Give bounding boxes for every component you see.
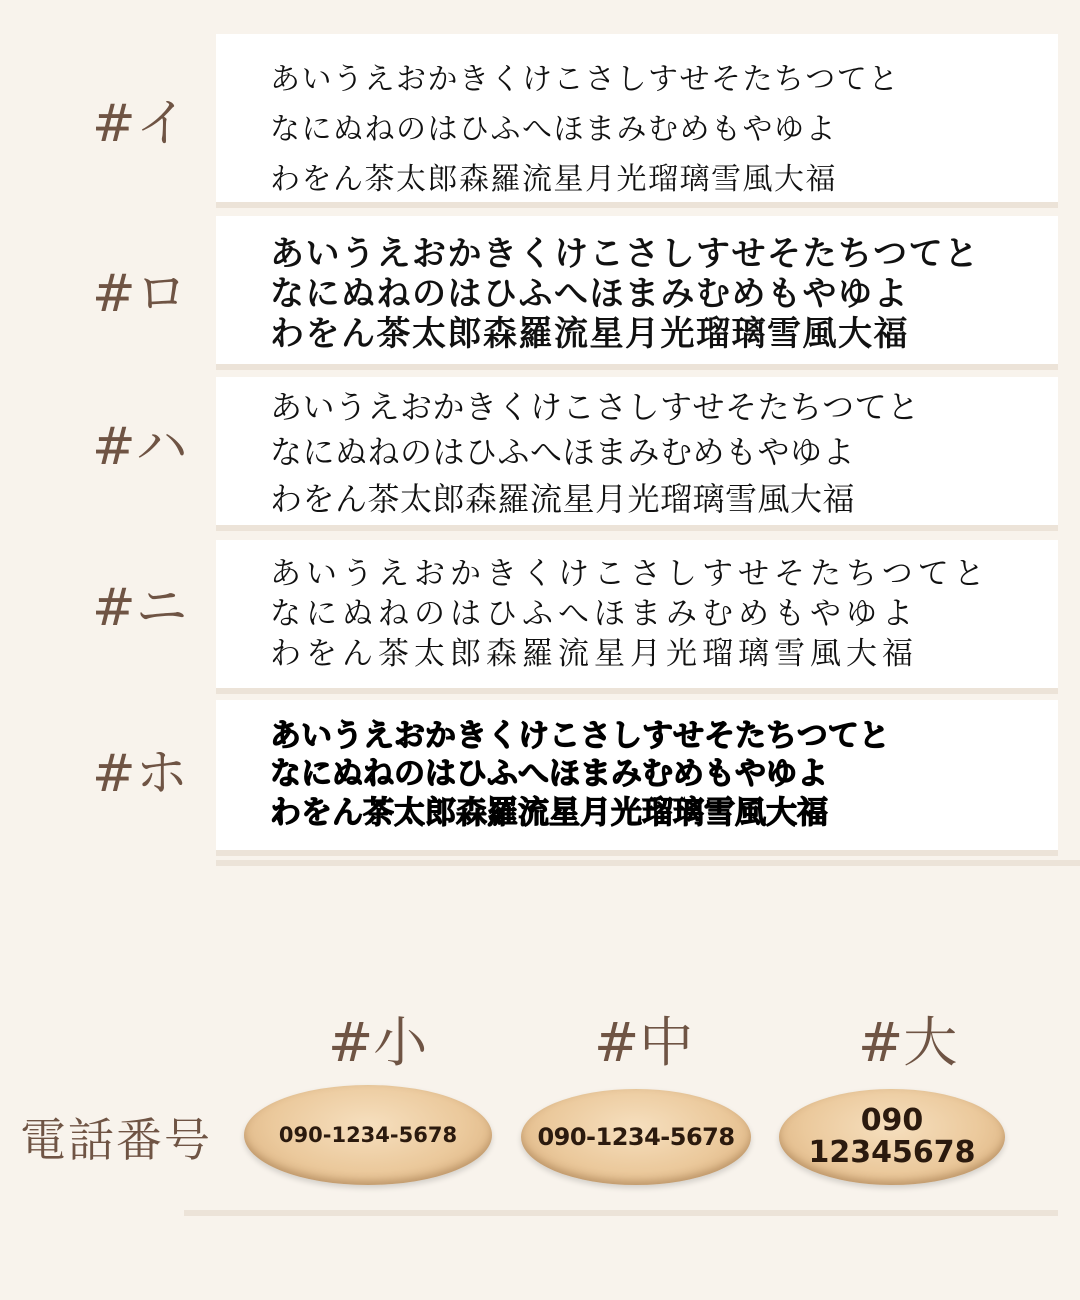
sample-line-2: なにぬねのはひふへほまみむめもやゆよ [270,274,909,314]
font-style-row-ni [0,540,1080,690]
sample-line-3: わをん茶太郎森羅流星月光瑠璃雪風大福 [270,162,837,197]
sample-line-1: あいうえおかきくけこさしすせそたちつてと [270,718,890,754]
phone-number-label: 電話番号 [20,1113,212,1167]
tag-phone-text-line-2: 12345678 [808,1135,976,1170]
font-sample-card [216,34,1058,202]
tag-phone-text-line-1: 090 [860,1103,924,1138]
font-style-label: #ホ [92,744,188,804]
font-style-label: #ロ [92,264,188,324]
sample-line-2: なにぬねのはひふへほまみむめもやゆよ [270,596,918,632]
sample-line-3: わをん茶太郎森羅流星月光瑠璃雪風大福 [270,314,909,354]
sample-line-2: なにぬねのはひふへほまみむめもやゆよ [270,756,828,792]
font-style-row-ho [0,700,1080,860]
size-label-medium: #中 [594,1011,694,1074]
wood-tag-small [244,1085,492,1185]
font-sample-card [216,216,1058,364]
font-style-label: #ハ [92,417,188,477]
sample-line-1: あいうえおかきくけこさしすせそたちつてと [270,62,900,97]
sample-line-3: わをん茶太郎森羅流星月光瑠璃雪風大福 [270,480,856,518]
sample-line-2: なにぬねのはひふへほまみむめもやゆよ [270,433,856,471]
size-label-small: #小 [328,1011,428,1074]
font-sample-card [216,700,1058,850]
font-style-row-ro [0,216,1080,366]
font-style-label: #イ [92,94,188,154]
tag-phone-text: 090-1234-5678 [278,1123,458,1147]
wood-tag-large [779,1089,1005,1185]
sample-line-1: あいうえおかきくけこさしすせそたちつてと [270,388,920,426]
sample-line-1: あいうえおかきくけこさしすせそたちつてと [270,234,980,274]
font-style-row-ha [0,377,1080,527]
section-divider [216,860,1080,866]
sample-line-3: わをん茶太郎森羅流星月光瑠璃雪風大福 [270,636,918,672]
bottom-divider [184,1210,1058,1216]
tag-phone-text: 090-1234-5678 [537,1123,735,1151]
size-label-large: #大 [858,1011,958,1074]
font-style-label: #ニ [92,578,188,638]
wood-tag-medium [521,1089,751,1185]
sample-line-1: あいうえおかきくけこさしすせそたちつてと [270,556,990,592]
font-style-row-i [0,34,1080,204]
font-sample-card [216,540,1058,688]
font-sample-card [216,377,1058,525]
sample-line-2: なにぬねのはひふへほまみむめもやゆよ [270,112,837,147]
sample-line-3: わをん茶太郎森羅流星月光瑠璃雪風大福 [270,795,828,831]
